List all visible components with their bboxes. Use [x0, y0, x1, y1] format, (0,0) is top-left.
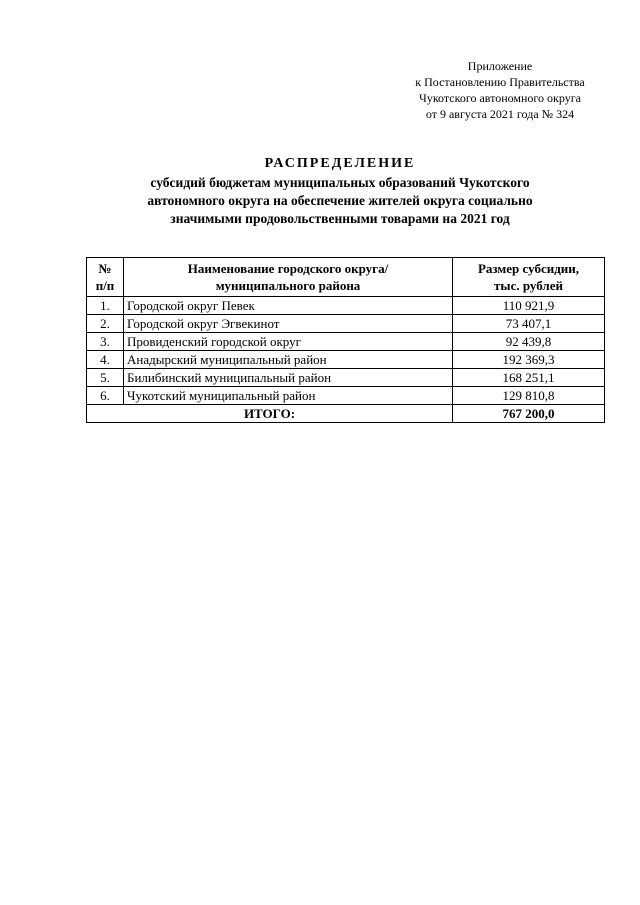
table-row — [87, 369, 605, 387]
title-line: значимыми продовольственными товарами на 2021 год — [170, 211, 510, 226]
table-row — [87, 297, 605, 315]
row-value: 168 251,1 — [453, 369, 605, 387]
row-name: Городской округ Эгвекинот — [124, 315, 453, 333]
title-line: субсидий бюджетам муниципальных образований Чукотского — [150, 175, 530, 190]
row-num: 5. — [87, 369, 124, 387]
appendix-line: от 9 августа 2021 года № 324 — [425, 107, 575, 121]
row-value: 129 810,8 — [453, 387, 605, 405]
header-num-line1: № — [98, 261, 112, 276]
row-value: 192 369,3 — [453, 351, 605, 369]
header-num — [87, 258, 124, 297]
appendix-line: Приложение — [467, 59, 533, 73]
row-num: 2. — [87, 315, 124, 333]
row-num: 4. — [87, 351, 124, 369]
row-name: Городской округ Певек — [124, 297, 453, 315]
appendix-line: Чукотского автономного округа — [419, 91, 581, 105]
row-num: 6. — [87, 387, 124, 405]
header-name-line2: муниципального района — [215, 278, 361, 293]
title-line: автономного округа на обеспечение жителей округа социально — [147, 193, 533, 208]
total-row — [87, 405, 605, 423]
table-row — [87, 315, 605, 333]
row-name: Билибинский муниципальный район — [124, 369, 453, 387]
row-value: 110 921,9 — [453, 297, 605, 315]
document-title — [90, 155, 590, 228]
total-label: ИТОГО: — [87, 405, 453, 423]
row-name: Провиденский городской округ — [124, 333, 453, 351]
header-value-line1: Размер субсидии, — [477, 261, 580, 276]
total-value: 767 200,0 — [453, 405, 605, 423]
table-header-row — [87, 258, 605, 297]
subsidy-table — [86, 257, 605, 423]
row-value: 73 407,1 — [453, 315, 605, 333]
title-main: РАСПРЕДЕЛЕНИЕ — [264, 156, 416, 171]
appendix-header — [380, 58, 620, 122]
table-row — [87, 351, 605, 369]
row-name: Чукотский муниципальный район — [124, 387, 453, 405]
header-value — [453, 258, 605, 297]
row-name: Анадырский муниципальный район — [124, 351, 453, 369]
row-num: 1. — [87, 297, 124, 315]
table-row — [87, 387, 605, 405]
header-name-line1: Наименование городского округа/ — [187, 261, 389, 276]
header-value-line2: тыс. рублей — [494, 278, 563, 293]
row-value: 92 439,8 — [453, 333, 605, 351]
header-name — [124, 258, 453, 297]
header-num-line2: п/п — [95, 278, 115, 293]
appendix-line: к Постановлению Правительства — [415, 75, 585, 89]
table-row — [87, 333, 605, 351]
row-num: 3. — [87, 333, 124, 351]
